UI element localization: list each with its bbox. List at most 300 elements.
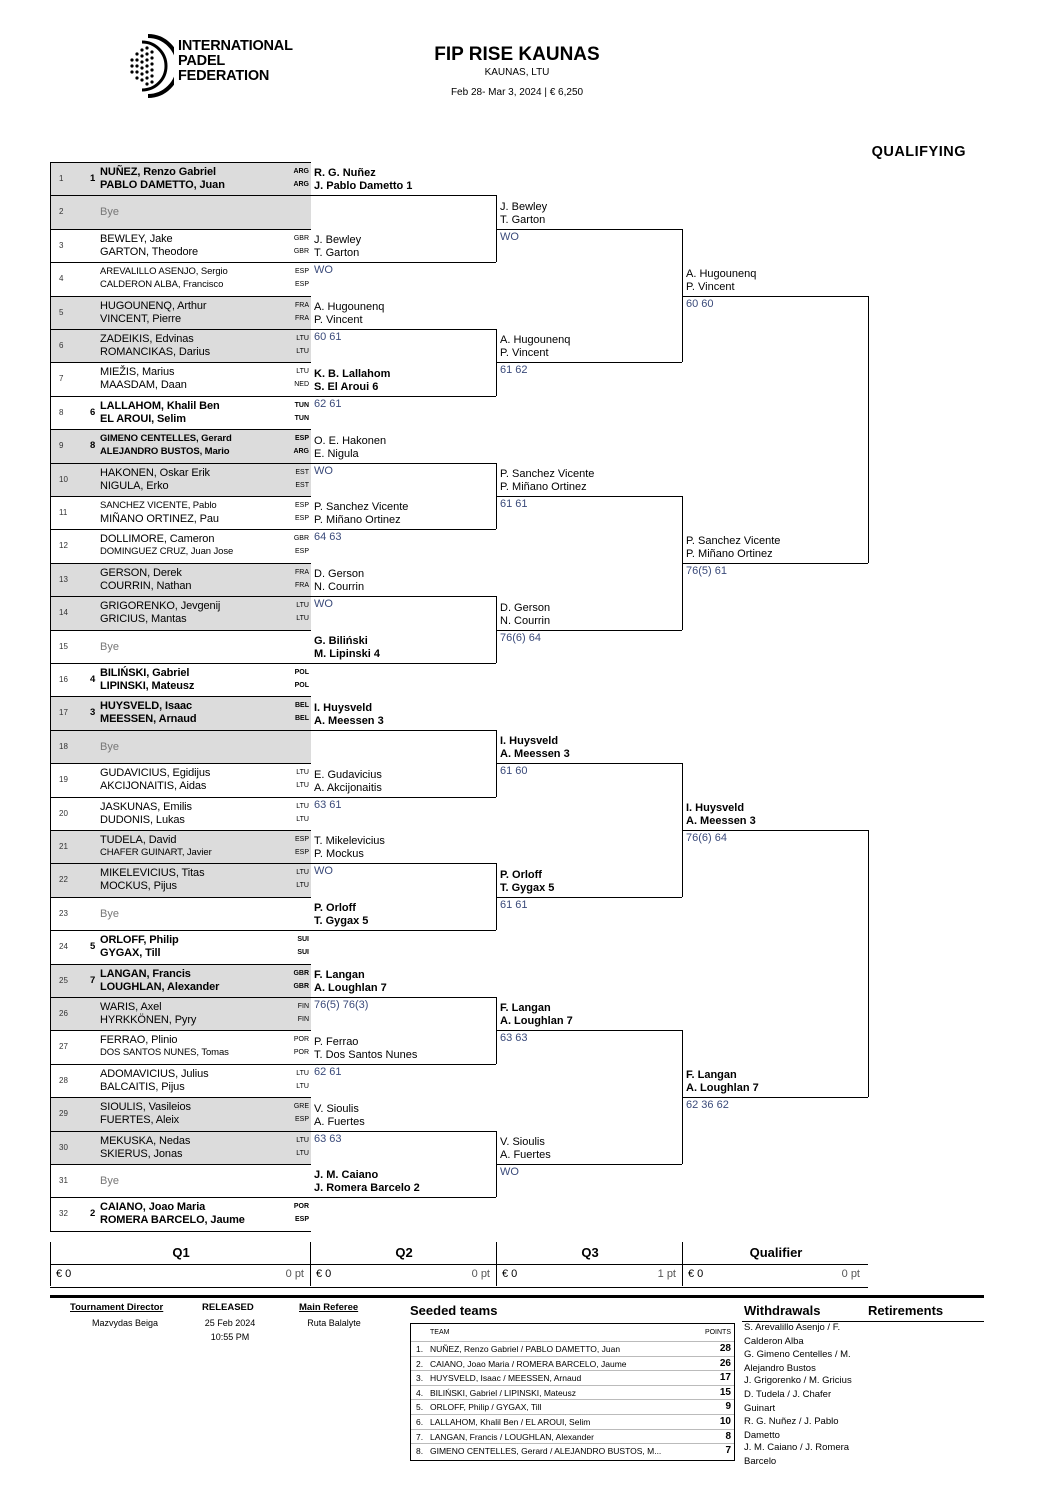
bracket-line	[310, 797, 496, 798]
winner-name: P. Orloff	[500, 868, 542, 881]
player-2-name: CHAFER GUINART, Javier	[100, 847, 212, 858]
seeded-team-name: CAIANO, Joao Maria / ROMERA BARCELO, Jaume	[430, 1358, 627, 1369]
draw-position: 17	[59, 708, 68, 718]
retirements-title: Retirements	[868, 1303, 944, 1318]
player-1-country: POL	[294, 669, 309, 676]
bracket-connector	[868, 296, 869, 563]
seed-number: 2	[90, 1208, 96, 1220]
withdrawal-entry: G. Gimeno Centelles / M. Alejandro Bustos	[744, 1349, 851, 1374]
match-result	[310, 500, 496, 546]
player-2-name: ALEJANDRO BUSTOS, Mario	[100, 446, 230, 458]
match-result	[310, 567, 496, 613]
player-2-country: ESP	[294, 1116, 309, 1124]
bracket-line	[310, 329, 496, 330]
winner-name: E. Nigula	[314, 447, 359, 460]
prize-q2: € 0	[316, 1268, 332, 1280]
draw-entry-row	[51, 764, 311, 797]
released-label: RELEASED	[202, 1302, 254, 1313]
player-2-name: SKIERUS, Jonas	[100, 1147, 183, 1160]
released-date: 25 Feb 2024	[204, 1318, 256, 1328]
draw-entry-row	[51, 430, 311, 463]
player-2-name: MEESSEN, Arnaud	[100, 713, 197, 726]
seeded-team-row	[411, 1356, 734, 1372]
released-time: 10:55 PM	[210, 1332, 250, 1342]
seeded-team-name: ORLOFF, Philip / GYGAX, Till	[430, 1402, 542, 1413]
bracket-line	[310, 1064, 496, 1065]
logo-line-3: FEDERATION	[178, 68, 270, 84]
match-result	[682, 534, 868, 580]
winner-name: T. Garton	[500, 213, 546, 226]
match-result	[310, 968, 496, 1014]
logo-line-2: PADEL	[178, 53, 226, 69]
points-qualifier: 0 pt	[841, 1268, 860, 1280]
match-result	[310, 701, 496, 747]
player-2-country: LTU	[296, 815, 309, 823]
seeded-team-points: 17	[719, 1372, 731, 1384]
draw-position: 12	[59, 541, 68, 551]
winner-name: F. Langan	[314, 969, 365, 981]
match-score: 64 63	[314, 531, 342, 544]
player-1-country: GBR	[293, 535, 309, 543]
player-2-country: SUI	[297, 949, 309, 957]
seed-rank: 4.	[416, 1387, 424, 1398]
match-result	[496, 1135, 682, 1181]
winner-name: P. Miñano Ortinez	[500, 481, 587, 493]
match-result	[682, 267, 868, 313]
match-score: 62 61	[314, 1065, 342, 1078]
seeded-team-name: LANGAN, Francis / LOUGHLAN, Alexander	[430, 1431, 594, 1442]
player-2-name: MIÑANO ORTINEZ, Pau	[100, 513, 219, 525]
bracket-line	[310, 930, 496, 931]
player-2-country: ARG	[293, 448, 309, 456]
match-score: 76(6) 64	[686, 832, 727, 844]
draw-entry-row	[51, 1065, 311, 1098]
prize-divider	[682, 1264, 683, 1286]
player-1-country: FIN	[297, 1003, 309, 1010]
player-2-country: ESP	[294, 1216, 309, 1224]
draw-position: 27	[59, 1042, 68, 1052]
winner-name: M. Lipinski 4	[314, 648, 381, 660]
match-result	[496, 601, 682, 647]
player-2-name: GRICIUS, Mantas	[100, 613, 187, 626]
player-1-country: GBR	[293, 234, 309, 242]
draw-entry-row	[51, 497, 311, 530]
seeded-team-name: GIMENO CENTELLES, Gerard / ALEJANDRO BUSTOS, M...	[430, 1446, 662, 1457]
prize-q3: € 0	[502, 1268, 518, 1280]
match-result	[310, 1168, 496, 1214]
winner-name: T. Gygax 5	[500, 881, 555, 894]
seed-rank: 6.	[416, 1417, 424, 1427]
draw-position: 8	[59, 407, 64, 417]
draw-position: 24	[59, 942, 68, 952]
round-header-q1: Q1	[50, 1242, 311, 1264]
tournament-title: FIP RISE KAUNAS	[434, 44, 600, 65]
draw-entry-row	[51, 898, 311, 931]
seeded-team-row	[411, 1399, 734, 1415]
points-q1: 0 pt	[285, 1268, 304, 1280]
seeded-teams-title: Seeded teams	[410, 1303, 498, 1318]
match-result	[496, 734, 682, 780]
bracket-line	[310, 1131, 496, 1132]
match-result	[310, 834, 496, 880]
player-2-country: LTU	[296, 782, 309, 790]
player-1-country: BEL	[295, 702, 309, 710]
player-2-name: FUERTES, Aleix	[100, 1114, 180, 1127]
draw-position: 2	[59, 207, 64, 217]
player-2-name: NIGULA, Erko	[100, 479, 169, 492]
seed-number: 7	[90, 974, 96, 986]
winner-name: N. Courrin	[314, 581, 365, 594]
withdrawal-entry: D. Tudela / J. Chafer Guinart	[744, 1389, 832, 1414]
seed-rank: 8.	[416, 1446, 424, 1457]
bracket-line	[496, 1164, 682, 1165]
director-label: Tournament Director	[70, 1302, 164, 1313]
player-2-country: FRA	[295, 314, 309, 322]
player-2-name: GYGAX, Till	[100, 947, 161, 960]
player-2-country: NED	[294, 381, 309, 389]
seeded-team-header: TEAM	[430, 1329, 450, 1336]
player-2-country: GBR	[293, 247, 309, 255]
draw-entry-row	[51, 1165, 311, 1198]
draw-entry-row	[51, 1031, 311, 1064]
draw-entry-row	[51, 1198, 311, 1231]
bracket-line	[310, 529, 496, 530]
draw-entry-row	[51, 1132, 311, 1165]
player-1-country: GBR	[293, 969, 309, 977]
player-1-name: LALLAHOM, Khalil Ben	[100, 399, 220, 412]
player-1-name: GRIGORENKO, Jevgenij	[100, 600, 221, 613]
player-2-country: ESP	[294, 281, 309, 289]
winner-name: A. Meessen 3	[314, 714, 384, 727]
match-result	[310, 901, 496, 947]
seeded-points-header: POINTS	[704, 1329, 731, 1336]
draw-entry-row	[51, 931, 311, 964]
player-1-country: LTU	[296, 1069, 309, 1077]
match-result	[310, 367, 496, 413]
match-score: 61 61	[500, 498, 528, 510]
draw-position: 9	[59, 441, 64, 451]
seeded-team-row	[411, 1443, 734, 1459]
withdrawal-entry: R. G. Nuñez / J. Pablo Dametto	[744, 1416, 839, 1441]
player-2-country: FRA	[295, 581, 309, 589]
prize-q1: € 0	[56, 1268, 72, 1280]
draw-position: 29	[59, 1109, 68, 1119]
draw-entry-row	[51, 564, 311, 597]
winner-name: T. Dos Santos Nunes	[314, 1048, 418, 1061]
draw-position: 7	[59, 374, 64, 384]
draw-position: 11	[59, 508, 68, 517]
player-2-name: AKCIJONAITIS, Aidas	[100, 780, 207, 793]
player-2-name: GARTON, Theodore	[100, 245, 199, 258]
match-score: WO	[314, 464, 333, 477]
match-score: 76(5) 61	[686, 564, 727, 577]
winner-name: E. Gudavicius	[314, 768, 382, 781]
player-1-name: CAIANO, Joao Maria	[100, 1201, 206, 1214]
player-2-name: ROMANCIKAS, Darius	[100, 346, 211, 358]
player-1-name: AREVALILLO ASENJO, Sergio	[100, 266, 228, 278]
bracket-line	[310, 1197, 496, 1198]
seed-rank: 2.	[416, 1358, 424, 1369]
winner-name: J. Bewley	[314, 234, 362, 247]
bye-label: Bye	[100, 740, 119, 753]
bracket-line	[682, 563, 868, 564]
match-score: 63 63	[500, 1032, 528, 1045]
bracket-line	[310, 463, 496, 464]
draw-stage-label: QUALIFYING	[871, 144, 966, 160]
winner-name: J. M. Caiano	[314, 1169, 379, 1182]
match-score: WO	[500, 230, 519, 243]
director-name: Mazvydas Beiga	[91, 1318, 159, 1328]
draw-entry-row	[51, 330, 311, 363]
draw-entry-row	[51, 530, 311, 563]
match-result	[496, 200, 682, 246]
seed-number: 6	[90, 406, 96, 418]
winner-name: I. Huysveld	[500, 735, 559, 748]
player-2-name: DOMINGUEZ CRUZ, Juan Jose	[100, 546, 234, 558]
withdrawal-entry: J. M. Caiano / J. Romera Barcelo	[744, 1442, 850, 1467]
match-score: WO	[314, 264, 333, 277]
winner-name: T. Mikelevicius	[314, 835, 385, 848]
player-1-name: WARIS, Axel	[100, 1001, 162, 1013]
player-1-name: BILIŃSKI, Gabriel	[100, 667, 190, 679]
winner-name: A. Meessen 3	[500, 748, 570, 761]
bye-label: Bye	[100, 640, 119, 653]
player-2-name: PABLO DAMETTO, Juan	[100, 179, 225, 191]
player-1-country: LTU	[296, 769, 309, 777]
winner-name: K. B. Lallahom	[314, 367, 391, 380]
player-2-name: MAASDAM, Daan	[100, 379, 187, 392]
seed-rank: 1.	[416, 1344, 424, 1354]
seeded-team-points: 15	[719, 1386, 731, 1398]
winner-name: P. Miñano Ortinez	[686, 547, 773, 560]
player-2-name: CALDERON ALBA, Francisco	[100, 279, 224, 291]
winner-name: P. Sanchez Vicente	[686, 534, 781, 547]
player-1-country: ARG	[293, 168, 309, 175]
referee-label: Main Referee	[299, 1302, 359, 1313]
player-2-name: BALCAITIS, Pijus	[100, 1080, 185, 1093]
draw-entry-row	[51, 998, 311, 1031]
draw-position: 26	[59, 1009, 68, 1018]
player-1-name: MIEŽIS, Marius	[100, 366, 175, 379]
seeded-team-name: LALLAHOM, Khalil Ben / EL AROUI, Selim	[430, 1417, 591, 1427]
player-1-name: ADOMAVICIUS, Julius	[100, 1067, 209, 1080]
player-2-name: LIPINSKI, Mateusz	[100, 680, 195, 692]
player-2-country: LTU	[296, 1082, 309, 1090]
draw-entry-row	[51, 397, 311, 430]
seeded-team-row	[411, 1370, 734, 1386]
player-1-name: HAKONEN, Oskar Erik	[100, 466, 210, 479]
player-1-name: ORLOFF, Philip	[100, 934, 179, 947]
draw-position: 22	[59, 875, 68, 885]
seed-number: 5	[90, 941, 96, 953]
seed-rank: 3.	[416, 1373, 424, 1384]
winner-name: D. Gerson	[500, 601, 551, 614]
match-score: 76(5) 76(3)	[314, 999, 369, 1011]
player-1-country: LTU	[296, 602, 309, 610]
draw-entry-row	[51, 965, 311, 998]
winner-name: P. Orloff	[314, 902, 356, 915]
player-1-name: FERRAO, Plinio	[100, 1034, 178, 1047]
match-result	[310, 300, 496, 346]
bracket-line	[310, 195, 496, 196]
prize-divider	[496, 1264, 497, 1286]
match-result	[310, 768, 496, 814]
winner-name: V. Sioulis	[500, 1136, 545, 1148]
player-2-country: ESP	[294, 849, 309, 856]
winner-name: J. Pablo Dametto 1	[314, 180, 413, 193]
match-score: 61 60	[500, 765, 528, 778]
winner-name: G. Biliński	[314, 635, 368, 647]
match-score: 62 36 62	[686, 1099, 729, 1112]
draw-position: 1	[59, 174, 64, 183]
match-result	[496, 868, 682, 914]
player-2-country: LTU	[296, 1149, 309, 1157]
match-score: 60 60	[686, 297, 714, 310]
draw-position: 20	[59, 808, 68, 818]
bracket-line	[496, 362, 682, 363]
player-2-country: GBR	[293, 982, 309, 990]
draw-position: 15	[59, 641, 68, 651]
player-2-country: BEL	[295, 715, 309, 723]
player-1-name: HUYSVELD, Isaac	[100, 700, 193, 713]
draw-entry-row	[51, 631, 311, 664]
draw-entry-row	[51, 297, 311, 330]
bracket-line	[496, 630, 682, 631]
seed-rank: 5.	[416, 1402, 424, 1413]
draw-entry-row	[51, 798, 311, 831]
prize-divider	[310, 1264, 311, 1286]
match-result	[496, 467, 682, 513]
match-result	[496, 333, 682, 379]
match-score: 60 61	[314, 331, 342, 343]
player-2-name: VINCENT, Pierre	[100, 312, 182, 325]
player-1-name: JASKUNAS, Emilis	[100, 800, 192, 813]
bracket-connector	[868, 830, 869, 1097]
player-2-name: DOS SANTOS NUNES, Tomas	[100, 1047, 229, 1059]
match-score: 61 61	[500, 898, 528, 911]
player-1-country: TUN	[294, 401, 309, 409]
winner-name: P. Sanchez Vicente	[314, 501, 409, 514]
draw-position: 30	[59, 1142, 68, 1152]
bye-label: Bye	[100, 1175, 119, 1187]
player-2-country: LTU	[296, 348, 309, 355]
winner-name: T. Gygax 5	[314, 915, 369, 928]
seed-number: 3	[90, 707, 96, 719]
bracket-line	[310, 396, 496, 397]
match-score: WO	[314, 598, 333, 611]
seeded-team-points: 8	[725, 1430, 731, 1442]
player-2-name: DUDONIS, Lukas	[100, 813, 185, 826]
winner-name: A. Loughlan 7	[314, 982, 387, 994]
seeded-team-points: 28	[719, 1343, 731, 1354]
winner-name: I. Huysveld	[686, 802, 745, 814]
draw-entry-row	[51, 697, 311, 730]
winner-name: F. Langan	[686, 1069, 737, 1082]
draw-entries	[50, 162, 311, 1232]
seeded-team-points: 7	[725, 1445, 731, 1457]
draw-position: 21	[59, 842, 68, 851]
tournament-dates: Feb 28- Mar 3, 2024 | € 6,250	[450, 87, 584, 98]
player-1-name: MIKELEVICIUS, Titas	[100, 867, 205, 880]
seeded-team-points: 10	[719, 1416, 731, 1427]
player-1-country: POR	[293, 1036, 309, 1044]
draw-position: 18	[59, 741, 68, 751]
player-2-country: TUN	[294, 414, 309, 422]
bracket-line	[310, 663, 496, 664]
seed-number: 8	[90, 440, 96, 452]
draw-entry-row	[51, 1098, 311, 1131]
player-1-name: GUDAVICIUS, Egidijus	[100, 767, 211, 780]
winner-name: P. Ferrao	[314, 1035, 359, 1048]
draw-position: 13	[59, 574, 68, 584]
player-2-country: LTU	[296, 882, 309, 890]
match-result	[310, 634, 496, 680]
player-1-name: BEWLEY, Jake	[100, 232, 173, 245]
draw-entry-row	[51, 597, 311, 630]
draw-entry-row	[51, 864, 311, 897]
tournament-location: KAUNAS, LTU	[484, 67, 550, 78]
round-header-qualifier: Qualifier	[682, 1242, 869, 1264]
player-1-country: LTU	[296, 335, 309, 342]
draw-entry-row	[51, 664, 311, 697]
match-result	[310, 233, 496, 279]
winner-name: A. Fuertes	[314, 1115, 365, 1128]
player-1-country: ESP	[294, 435, 309, 443]
bracket-line	[496, 763, 682, 764]
player-1-name: DOLLIMORE, Cameron	[100, 533, 215, 546]
winner-name: F. Langan	[500, 1002, 551, 1015]
draw-position: 14	[59, 608, 68, 618]
points-q2: 0 pt	[471, 1268, 490, 1280]
draw-position: 32	[59, 1209, 68, 1219]
player-1-country: LTU	[296, 802, 309, 810]
winner-name: R. G. Nuñez	[314, 167, 376, 180]
winner-name: I. Huysveld	[314, 701, 373, 714]
draw-entry-row	[51, 230, 311, 263]
match-score: WO	[314, 865, 333, 878]
player-1-country: ESP	[294, 502, 309, 509]
player-2-name: COURRIN, Nathan	[100, 579, 192, 592]
player-2-name: EL AROUI, Selim	[100, 412, 186, 425]
player-1-country: LTU	[296, 869, 309, 877]
draw-entry-row	[51, 196, 311, 229]
winner-name: P. Vincent	[686, 280, 735, 293]
seed-number: 1	[90, 173, 96, 184]
player-1-name: TUDELA, David	[100, 834, 177, 846]
round-header-q3: Q3	[496, 1242, 683, 1264]
withdrawal-entry: J. Grigorenko / M. Gricius	[744, 1375, 852, 1386]
seeded-team-row	[411, 1341, 734, 1357]
draw-position: 4	[59, 274, 64, 284]
bye-label: Bye	[100, 907, 119, 920]
player-2-name: LOUGHLAN, Alexander	[100, 980, 220, 993]
referee-name: Ruta Balalyte	[307, 1318, 361, 1328]
bracket-line	[496, 897, 682, 898]
draw-position: 10	[59, 474, 68, 484]
draw-position: 5	[59, 307, 64, 317]
player-2-country: FIN	[297, 1016, 309, 1023]
seeded-team-row	[411, 1414, 734, 1430]
seed-rank: 7.	[416, 1431, 424, 1442]
match-score: 63 63	[314, 1132, 342, 1145]
winner-name: P. Mockus	[314, 848, 364, 861]
player-2-name: HYRKKÖNEN, Pyry	[100, 1014, 197, 1026]
player-1-name: ZADEIKIS, Edvinas	[100, 333, 194, 345]
match-result	[310, 434, 496, 480]
match-score: 62 61	[314, 397, 342, 410]
match-result	[682, 1068, 868, 1114]
winner-name: J. Bewley	[500, 200, 548, 213]
